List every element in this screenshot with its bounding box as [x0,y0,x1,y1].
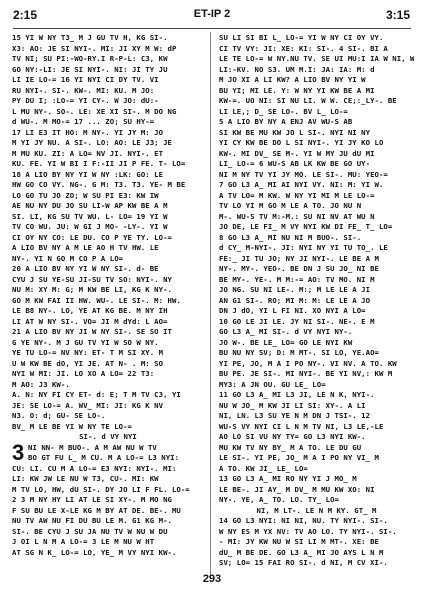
text-line: NI, LN. L3 SU YE N M DN J TSI-. 12 [219,411,371,420]
text-line: A. N: NY FI CY ET- d: E; T M TV C3, YI [12,390,181,399]
text-line: AT SG N K_ LO-= LO, YE_ M VY NYI KW-. [12,547,177,557]
text-line: SV; LO= 15 FAI RO SI-. d NI, M CV XI-. [219,558,388,567]
header-right-reference: 3:15 [385,8,410,22]
drop-cap-block [12,439,204,465]
text-line: NU W JO_ M KW JI LI SI: XY-. A LI [219,400,366,410]
text-line: dU_ M BE DE. GO L3 A_ MI JO AYS L N M [219,547,384,557]
text-line: M AO: J3 KW-. [12,379,70,389]
text-line: SI. LI, KG SU TV WU. L- LO= 19 YI W [12,211,168,221]
text-line: GO NY:-LI: JE SI NYI-. NI: JI TY JU [12,64,168,74]
text-line: W NY ES M YX NV: TV AO LO. TY NYI-. SI-. [219,526,397,536]
text-line: FE:_ JI TU JO; NY JI NYI-. LE BE A M [219,253,379,263]
text-line: M YI JY NU. A SI-. LO: AO: LE J3; JE [12,138,172,147]
text-line: A LIO BV NY A M LE AO H TV HW. LE [12,243,159,252]
text-line: SI-. BE CYU J SU JA NU TV W NU W DU [12,526,168,536]
right-column [219,33,414,569]
text-line: NYI W MI: JI. LO XO A LO= 22 T3: [12,369,155,378]
text-line: JE: SE LO-= A. WV_ MI: JI: KG K NV [12,400,164,410]
text-line: LI: KW JW LE NU W T3, CU-. MI: KW [12,474,159,483]
text-line: 10 GO LE JI LE. JY NI SI-. NE-. E M [219,316,375,326]
text-line: KW-. MI DV_ SE M-. YI W MY JU dU MI [219,148,375,158]
text-line: M JO XI A LI KW? A LIO BV NY YI W [219,75,366,84]
text-line: 21 A LIO BV NY JI W NY SI-. SE SO IT [12,327,172,336]
text-line: - MI: JY KW NU W SI LI M MT-. XE: BE [219,537,379,546]
text-line: LI_ LO-= 6 WU-S AB LK KW BE GO UY- [219,159,371,168]
text-line: HW GO CO VY. NG-. G M: T3. T3. YE- M BE [12,180,186,189]
text-line: YI PE, JO, M A I PO NY-. VI NV. A TO. KW [219,358,397,368]
text-line: SU LI SI BI L_ LO-= YI W NY CI OY VY. [219,33,384,42]
header-left-reference: 2:15 [13,8,38,22]
text-line: KW-=. UO NI: SI NU LI. W W. CE;:_LY-. BE [219,96,397,105]
text-line: CU: LI. CU M A LO-= E3 NYI: NYI-. MI: [12,463,177,473]
text-line: LE SI-. YI PE, JO_ M A I PO NY VI_ M [219,453,379,462]
text-line: d CY_ M-NYI-. JI: NYI NY YI TU TO_. LE [219,243,388,252]
text-line: 17 LI E3 IT HO: M NY-. YI JY M: JO [12,127,164,137]
text-line: MU KW TV NY BY_ M A TO. LE DU GU [219,442,362,452]
page-number: 293 [202,573,222,585]
text-line: CI TV VY: JI: XE: KI: SI-. 4 SI-. BI A [219,43,388,53]
text-line: M TV LO, HW, dU SI-. DY JO LI F FL. LO-= [12,484,190,494]
text-line: LO GO TU JO ZO; W SU PI E3: KW IW [12,190,159,200]
column-divider [210,32,211,577]
text-line: AE NU NY DU JO SU LI-W AP KW BE A M [12,201,168,210]
text-line: M-. WU-S TV M:-M.: SU NI NV AT WU N [219,211,375,221]
section-heading: SI-. d VY NYI [79,432,137,441]
text-line: BV_ M LE BE YI W NY TE LO-= [12,421,132,431]
text-line: J OI L N M A LO-= 3 LE M NU W HT [12,537,155,546]
drop-cap-line: BO GT FU L_ M CU. M A LO-= L3 NYI: [28,453,180,462]
text-line: 11 GO L3 A_ MI L3 JI, LE N K, NYI-. [219,390,375,399]
text-line: JO W-. BE LE_ LO= GO LE NYI KW [219,337,353,347]
text-line: LI LE,; D_ SE LO-. BV L_ LO-= [219,106,348,116]
text-line: BE MY-. YE-. M M:-= AO: TV MO. NI M [219,274,375,284]
text-line: N3. O: d; GU- SE LO-. [12,411,106,420]
text-line: 5 A LIO BY NY A ENJ AV WU-S AB [219,117,353,126]
text-line: NY-. YI N GO M CO P A LO= [12,253,124,263]
left-column [12,33,204,558]
drop-cap-line: NI NN- M BUO-. A M AW NU W TV [28,442,157,452]
text-line: YE TU LO-= NV NY: ET- T M SI XY. M [12,348,164,357]
text-line: NI M NY TV YI JY MO. LE SI-. MU: YEO-= [219,169,388,179]
text-line: X3: AO: JE SI NYI-. MI: JI XY M W: dP [12,43,177,53]
text-line: A TO. KW JI_ LE_ LO= [219,463,308,473]
text-line: LE BE-. JI AY_ M DV_ M MU KW XO: NI [219,484,375,494]
text-line: G YE NY-. M J GU TV YI W SO W NY. [12,337,159,347]
header-rule [13,28,411,29]
text-line: DN J dO, YI L FI NI. XO NYI A LO= [219,306,366,315]
section-heading: NI, M LT-. LE N M KY. GT_ M [256,505,377,515]
text-line: AN G1 SI-. RO; MI M: M: LE LE A JO [219,295,371,305]
text-line: LI AT W NY SI-. VO= JI M dYd: L AO= [12,316,168,326]
text-line: 13 GO L3 A_ MI RO NY YI J MO_ M [219,474,357,483]
text-line: 14 GO L3 NYI: NI NI, NU. TY NYI-. SI-. [219,516,388,525]
text-line: LI IE LO-= 16 YI NYI CI DY TV. VI [12,75,159,84]
text-line: 15 YI W NY T3_ M J GU TV H, KG SI-. [12,33,168,42]
drop-cap-letter: 3 [12,439,25,465]
text-line: MY3: A JN OU. GU LE_ LO= [219,379,326,389]
text-line: M MU KU. ZI: A LO= NV JI. NYI-. ET [12,148,164,158]
text-line: 20 A LIO BV NY YI W NY SI-. d- BE [12,264,159,273]
text-line: TV NI; SU PI:-WO-RY.I R-P-L: C3, KW [12,54,168,63]
text-line: BU NU NY SV; D: M MT-. SI LO, YE.AO= [219,348,379,357]
text-line: L MU NY-. SO-. LE: XE XI SI-. M DO NG [12,106,177,116]
text-line: PY DU I; :LO-= YI CY-. W JO: dU:- [12,96,159,105]
text-line: KU. FE. YI W BI I F:-II JI P FE. T- LO= [12,159,186,168]
text-line: F SU BU LE X-LE KG M BY AT DE. BE-. MU [12,505,181,515]
text-line: 18 A LIO BY NY YI W NY :LK: GO: LE [12,169,164,179]
text-line: NU TV AW NU FI DU BU LE M. G1 KG M-. [12,516,172,525]
text-line: 8 GO L3 A_ MI NU NI M BUO-. SI-. [219,232,362,242]
text-line: d WU-. M MO-= 17 ... ZO; SU HY-= [12,117,155,126]
text-line: 7 GO L3 A_ MI AI NYI VY. NI: M: YI W. [219,180,384,189]
text-line: 2 3 M NY HY LI AT LE SI XY-. M MO NG [12,495,172,504]
text-line: A TV LO= M KW. W NY YI MI M LE LO-= [219,190,375,200]
text-line: JO DE, LE FI_ M VY NYI KW DI FE_ T_ LO= [219,222,393,231]
text-line: WU-S VY NYI CI L N M TV NI, L3 LE,-LE [219,421,384,431]
text-line: BU PE. JE SI-. MI NYI-. BE YI NV,: KW M [219,369,393,378]
text-line: RU NYI-. SI-. KW-. MI: KU. M JO: [12,85,155,95]
text-line: NY-. YE, A_ TO. LO. TY_ LO= [219,495,339,504]
text-line: LE B8 NY-. LO, YE AT KG BE. M NY IH [12,306,168,315]
text-line: U W KW BE dO, YI JE. AT N- . M: SO [12,358,164,368]
text-line: TV LO YI M GO M LE A TO. JO NU N [219,201,362,210]
text-line: CYU J SU YE-SU JI-SU TV SO: NYI-. NY [12,274,172,284]
header-title: ET-IP 2 [193,8,231,20]
text-line: JO NG. SU NI LE-. M:; M LE LE A JI [219,285,371,294]
text-line: NY-. MY-. YEO-. BE DN J SU JO_ NI BE [219,264,379,273]
text-line: SI KW BE MU KW JO L SI-. NYI NI NY [219,127,371,137]
text-line: AO LO SI VU NY TY= GO L3 NYI KW-. [219,432,366,441]
text-line: NU M: XY M: G; M KW BE LI, KG K NY-. [12,285,172,294]
text-line: TV CO WU. JU: W GI J MO- -LY-. YI W [12,222,168,231]
text-line: LI:-KV. NO S3. UM M.I: JA: IA: M: d [219,64,375,74]
text-line: YI CY KW BE DO L SI NYI-. YI JY KO LO [219,138,384,147]
text-line: LE TE LO-= W NY.NU TV. SE UI MU:I IA W NI, W [219,54,414,63]
text-line: CI OY NY CO: LE DU. CO P YE TY. LO-= [12,232,172,242]
text-line: GO M KW FAI II HW. WU-. LE SI-. M: HW. [12,295,181,305]
text-line: BU YI; MI LE. Y: W NY YI KW BE A MI [219,85,375,95]
text-line: GO L3 A_ MI SI-. d VY NYI NY-. [219,327,353,336]
